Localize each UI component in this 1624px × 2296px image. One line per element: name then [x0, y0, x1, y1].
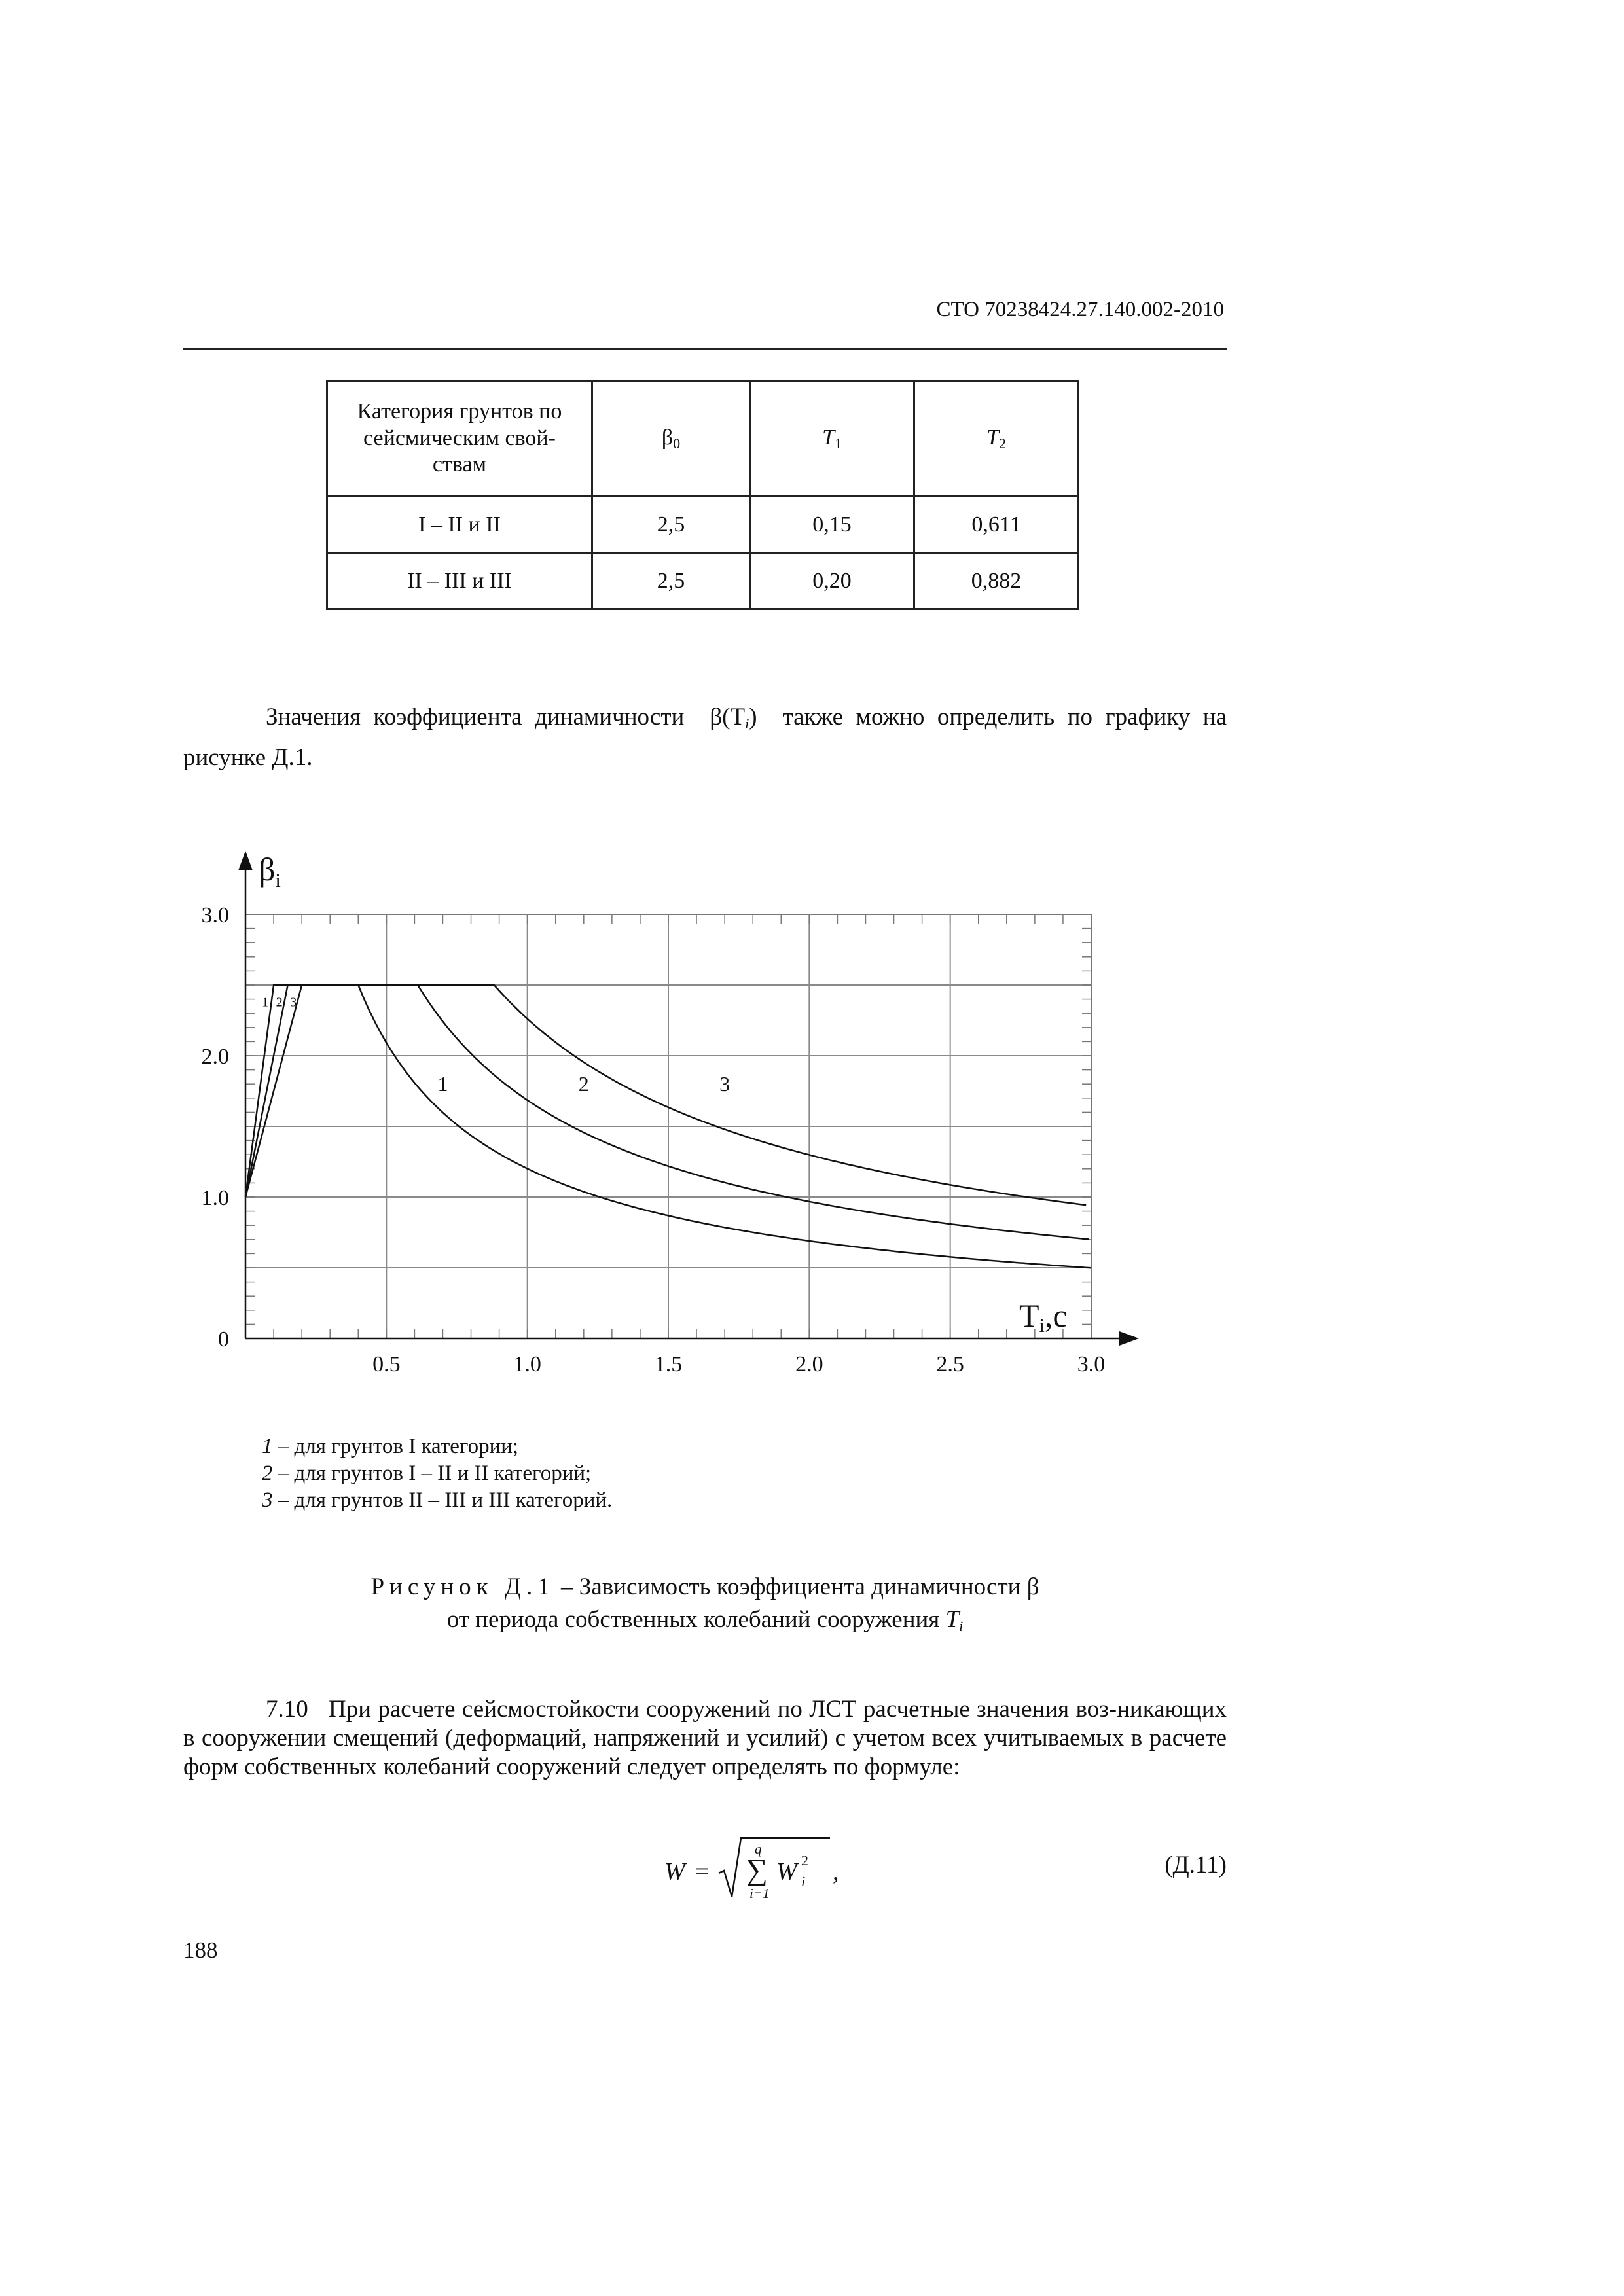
header-soil-category: Категория грунтов по сейсмическим свой- ствам [327, 381, 592, 497]
figure-caption [183, 1571, 1227, 1643]
sum-lower-limit: i=1 [749, 1886, 770, 1901]
cell-category: I – II и II [327, 497, 592, 553]
formula-subscript: i [801, 1873, 806, 1890]
caption-line-2: от периода собственных колебаний сооружения $T_i$ [446, 1606, 964, 1634]
x-tick-label: 0.5 [372, 1352, 401, 1376]
cell-category: II – III и III [327, 553, 592, 609]
cell-t1: 0,20 [750, 553, 914, 609]
x-tick-label: 1.5 [654, 1352, 683, 1376]
page-number: 188 [183, 1937, 218, 1963]
cell-beta0: 2,5 [592, 553, 750, 609]
curve-label-2: 2 [578, 1072, 589, 1096]
x-axis-title: Ti,c [1019, 1297, 1068, 1336]
curve-label-3: 3 [719, 1072, 731, 1096]
x-tick-label: 2.0 [795, 1352, 823, 1376]
x-tick-label: 3.0 [1077, 1352, 1106, 1376]
beta-period-chart [177, 838, 1159, 1414]
legend-item: 1 – для грунтов I категории; [262, 1435, 519, 1458]
chart-legend [262, 1433, 612, 1514]
cell-t2: 0,611 [914, 497, 1079, 553]
grid-layer [245, 914, 1091, 1338]
cell-t1: 0,15 [750, 497, 914, 553]
x-tick-label: 1.0 [513, 1352, 541, 1376]
header-t1: $T_1$ [750, 381, 914, 497]
paragraph-dynamic-coefficient: Значения коэффициента динамичности $\beta(T_i)$ также можно определить по графику на рисунке Д.1. [183, 704, 1227, 771]
header-rule [183, 348, 1227, 350]
beta-symbol: $\beta(T_i)$ [710, 704, 757, 732]
y-axis-title: $\beta_i$ [259, 851, 281, 891]
paragraph-7-10: 7.10 При расчете сейсмостойкости сооружений по ЛСТ расчетные значения воз-никающих в сооружении смещений (деформаций, напряжений и усилий) с учетом всех учитываемых в расчете форм собственных колебаний сооружений следует определять по формуле: [183, 1696, 1227, 1780]
y-tick-label: 3.0 [201, 903, 229, 927]
cell-beta0: 2,5 [592, 497, 750, 553]
soil-parameters-table [326, 380, 1079, 610]
curve-label-1: 1 [437, 1072, 448, 1096]
curve-3 [245, 985, 1086, 1205]
sum-sign: ∑ [746, 1853, 768, 1886]
table-row [327, 553, 1079, 609]
rise-label-3: 3 [290, 995, 297, 1010]
legend-item: 3 – для грунтов II – III и III категорий. [262, 1488, 613, 1512]
formula-comma: , [833, 1858, 839, 1886]
rise-label-1: 1 [262, 995, 269, 1010]
cell-t2: 0,882 [914, 553, 1079, 609]
y-tick-label: 2.0 [201, 1045, 229, 1069]
document-code: СТО 70238424.27.140.002-2010 [936, 298, 1224, 321]
sum-upper-limit: q [755, 1841, 762, 1857]
formula-superscript: 2 [801, 1852, 808, 1869]
table-header-row [327, 381, 1079, 497]
table-row [327, 497, 1079, 553]
legend-item: 2 – для грунтов I – II и II категорий; [262, 1462, 592, 1485]
rise-label-2: 2 [276, 995, 283, 1010]
y-tick-label: 1.0 [201, 1186, 229, 1210]
y-axis-arrow [238, 851, 253, 870]
header-t2: $T_2$ [914, 381, 1079, 497]
x-tick-label: 2.5 [936, 1352, 964, 1376]
caption-line-1: Рисунок Д.1 – Зависимость коэффициента динамичности β [370, 1573, 1039, 1600]
x-axis-arrow [1119, 1331, 1139, 1346]
formula-number: (Д.11) [1164, 1852, 1227, 1878]
formula-equals: = [695, 1858, 710, 1886]
formula-term: W [776, 1858, 797, 1886]
curve-2 [245, 985, 1089, 1239]
y-tick-label: 0 [218, 1327, 229, 1352]
formula-d11 [661, 1833, 884, 1905]
axes-layer [238, 851, 1139, 1346]
radical-sign [719, 1838, 830, 1897]
formula-lhs: W [664, 1858, 685, 1886]
header-beta0: $\beta_0$ [592, 381, 750, 497]
labels-layer [202, 851, 1106, 1376]
